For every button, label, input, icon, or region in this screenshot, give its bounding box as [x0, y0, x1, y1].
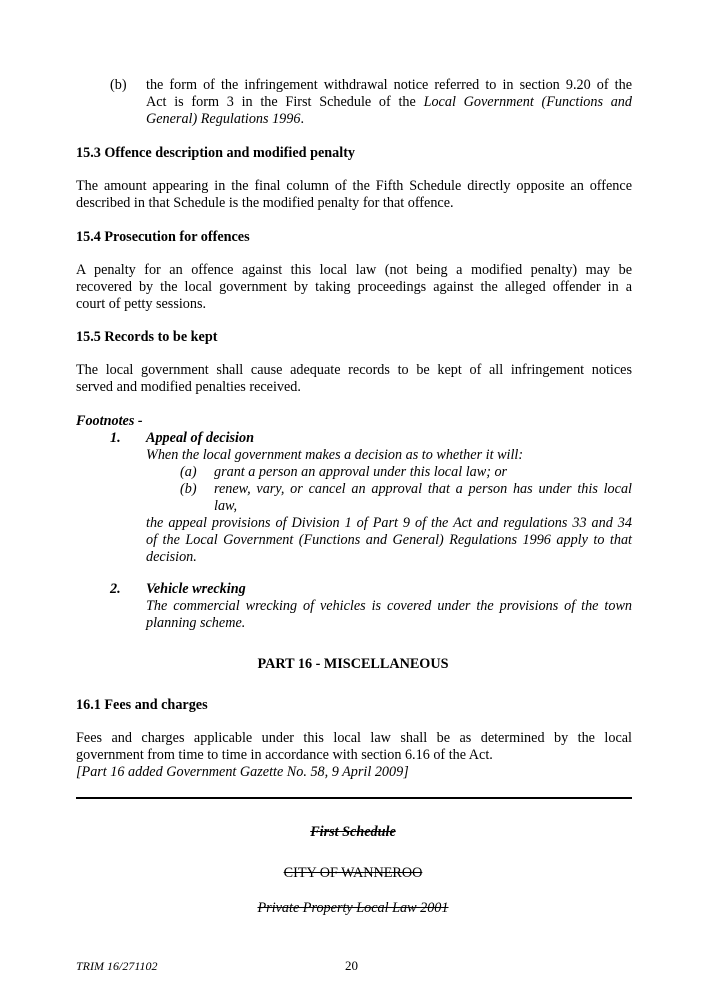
para-15-4-line3: court of petty sessions. [76, 296, 207, 312]
footnotes-title: Footnotes - [76, 413, 143, 429]
footnote-2-text [146, 598, 632, 632]
footnote-2-line2: planning scheme. [146, 615, 246, 631]
amendment-note: [Part 16 added Government Gazette No. 58, 9 April 2009] [76, 764, 409, 780]
heading-16-1: 16.1 Fees and charges [76, 697, 208, 713]
item-b-line3 [146, 111, 632, 128]
footnote-1-b-label: (b) [180, 481, 197, 497]
footer-trim-ref: TRIM 16/271102 [76, 959, 158, 973]
footnote-1-number: 1. [110, 430, 121, 446]
footnote-1-a-text: grant a person an approval under this local law; or [214, 464, 508, 480]
schedule-title: First Schedule [310, 824, 396, 840]
para-15-4 [76, 262, 632, 313]
item-b-line2-italic: Local Government (Functions and [423, 94, 632, 110]
para-15-4-line1: A penalty for an offence against this local law (not being a modified penalty) may be [76, 262, 632, 278]
footnote-1-close-line3: decision. [146, 549, 197, 565]
footnote-2-number: 2. [110, 581, 121, 597]
footnote-1-b-text [214, 481, 632, 515]
footnote-1-b-line2: law, [214, 498, 237, 514]
para-15-3 [76, 178, 632, 212]
item-b-line2-pre: Act is form 3 in the First Schedule of the [146, 94, 424, 110]
item-b-line3-italic: General) Regulations 1996 [146, 111, 301, 127]
para-16-1-line2: government from time to time in accordance with section 6.16 of the Act. [76, 747, 493, 763]
item-b-text [146, 77, 632, 128]
item-b-line2 [146, 94, 632, 111]
footnote-1-close-line2: of the Local Government (Functions and General) Regulations 1996 apply to that [146, 532, 632, 548]
footnote-1-title: Appeal of decision [146, 430, 254, 446]
para-15-5 [76, 362, 632, 396]
item-b-line1: the form of the infringement withdrawal notice referred to in section 9.20 of the [146, 77, 632, 93]
footnote-2-title: Vehicle wrecking [146, 581, 246, 597]
footer-page-number: 20 [345, 958, 358, 973]
part-16-heading: PART 16 - MISCELLANEOUS [257, 656, 449, 672]
schedule-city: CITY OF WANNEROO [283, 865, 423, 881]
para-15-3-line1: The amount appearing in the final column of the Fifth Schedule directly opposite an offence [76, 178, 632, 194]
para-15-5-line1: The local government shall cause adequate records to be kept of all infringement notices [76, 362, 632, 378]
para-15-5-line2: served and modified penalties received. [76, 379, 301, 395]
para-15-3-line2: described in that Schedule is the modified penalty for that offence. [76, 195, 454, 211]
horizontal-rule [76, 797, 632, 799]
footnote-1-a-label: (a) [180, 464, 197, 480]
heading-15-5: 15.5 Records to be kept [76, 329, 218, 345]
schedule-law-name: Private Property Local Law 2001 [257, 900, 449, 916]
footnote-1-close-line1: the appeal provisions of Division 1 of Part 9 of the Act and regulations 33 and 34 [146, 515, 632, 531]
item-b-label: (b) [110, 77, 127, 93]
heading-15-3: 15.3 Offence description and modified penalty [76, 145, 356, 161]
footnote-1-intro: When the local government makes a decision as to whether it will: [146, 447, 524, 463]
item-b-line3-post: . [300, 111, 305, 127]
para-16-1-line1: Fees and charges applicable under this local law shall be as determined by the local [76, 730, 632, 746]
heading-15-4: 15.4 Prosecution for offences [76, 229, 250, 245]
para-15-4-line2: recovered by the local government by taking proceedings against the alleged offender in a [76, 279, 632, 295]
footnote-1-close [146, 515, 632, 566]
footnote-2-line1: The commercial wrecking of vehicles is covered under the provisions of the town [146, 598, 632, 614]
para-16-1 [76, 730, 632, 781]
footnote-1-b-line1: renew, vary, or cancel an approval that a person has under this local [214, 481, 632, 497]
